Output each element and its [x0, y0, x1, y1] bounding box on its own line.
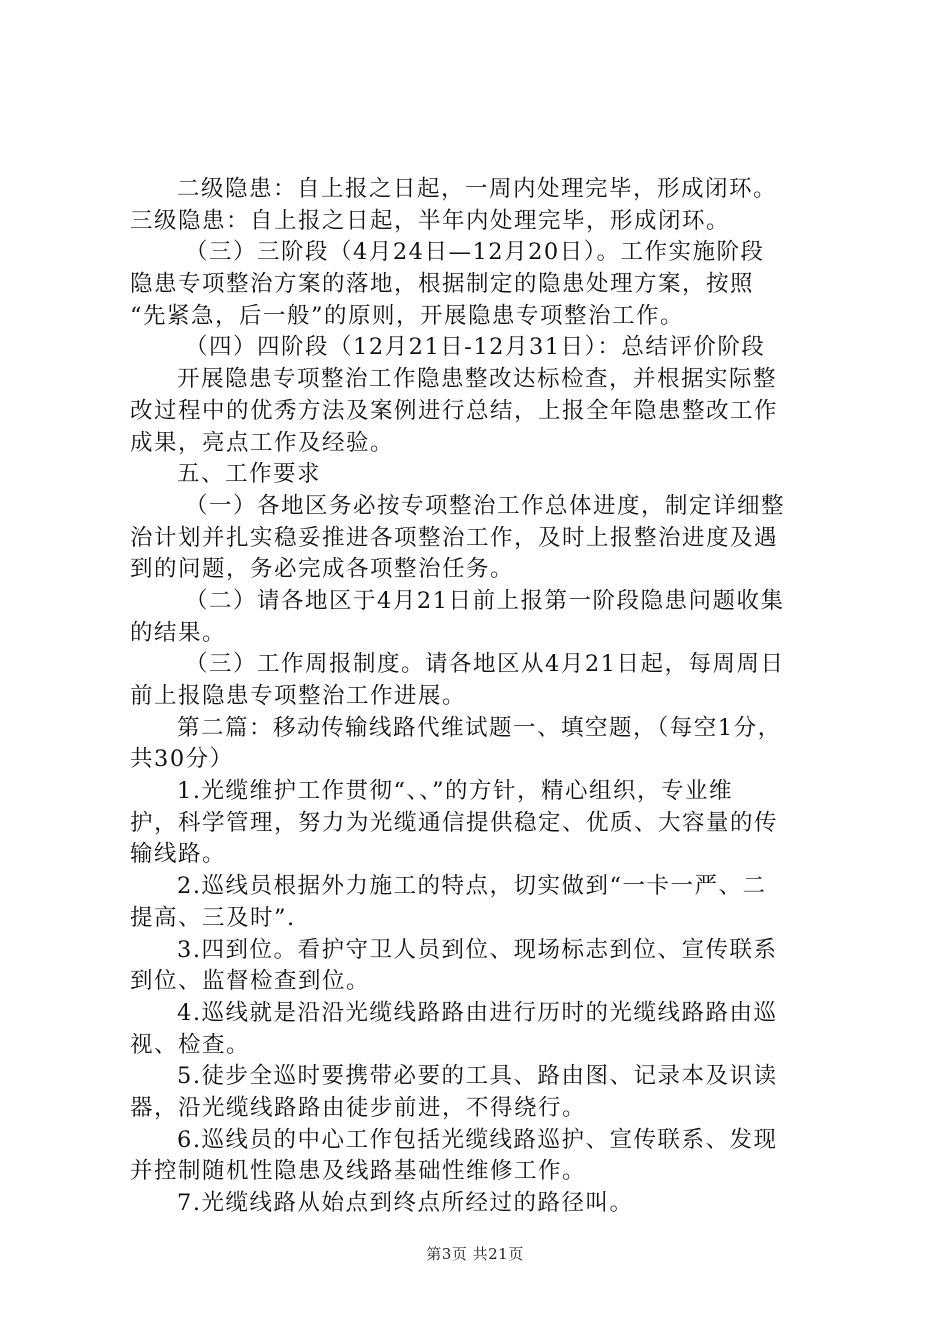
text-line: 前上报隐患专项整治工作进展。: [130, 683, 467, 709]
text-line: 第二篇：移动传输线路代维试题一、填空题，（每空1分，: [177, 714, 782, 741]
text-line: 到的问题，务必完成各项整治任务。: [130, 556, 515, 583]
text-line: 改过程中的优秀方法及案例进行总结，上报全年隐患整改工作: [130, 397, 779, 424]
text-line: “先紧急，后一般”的原则，开展隐患专项整治工作。: [130, 302, 685, 329]
text-line: 到位、监督检查到位。: [130, 968, 371, 995]
text-line: 2.巡线员根据外力施工的特点，切实做到“一卡一严、二: [177, 873, 767, 900]
text-line: 二级隐患：自上报之日起，一周内处理完毕，形成闭环。: [177, 176, 778, 202]
text-line: 提高、三及时”.: [130, 904, 296, 931]
text-line: 输线路。: [130, 841, 227, 868]
text-line: （一）各地区务必按专项整治工作总体进度，制定详细整: [185, 492, 786, 519]
text-line: 3.四到位。看护守卫人员到位、现场标志到位、宣传联系: [177, 936, 778, 963]
text-line: （三）三阶段（4月24日—12月20日）。工作实施阶段: [185, 239, 765, 266]
text-line: 6.巡线员的中心工作包括光缆线路巡护、宣传联系、发现: [177, 1126, 778, 1153]
text-line: 五、工作要求: [177, 461, 322, 488]
text-line: 1.光缆维护工作贯彻“、、”的方针，精心组织，专业维: [177, 778, 733, 805]
text-line: 器，沿光缆线路路由徒步前进，不得绕行。: [130, 1094, 587, 1121]
text-line: 4.巡线就是沿沿光缆线路路由进行历时的光缆线路路由巡: [177, 999, 778, 1026]
text-line: 并控制随机性隐患及线路基础性维修工作。: [130, 1158, 587, 1185]
text-line: 7.光缆线路从始点到终点所经过的路径叫。: [177, 1190, 634, 1216]
text-line: 视、检查。: [130, 1031, 251, 1058]
text-line: 开展隐患专项整治工作隐患整改达标检查，并根据实际整: [177, 366, 778, 393]
text-line: 5.徒步全巡时要携带必要的工具、路由图、记录本及识读: [177, 1063, 778, 1090]
text-line: 隐患专项整治方案的落地，根据制定的隐患处理方案，按照: [130, 271, 755, 298]
text-line: 成果，亮点工作及经验。: [130, 429, 395, 456]
text-line: 的结果。: [130, 619, 227, 646]
text-line: 三级隐患：自上报之日起，半年内处理完毕，形成闭环。: [130, 207, 731, 234]
text-line: （三）工作周报制度。请各地区从4月21日起，每周周日: [185, 651, 785, 678]
text-line: （四）四阶段（12月21日-12月31日）：总结评价阶段: [185, 334, 766, 361]
text-line: （二）请各地区于4月21日前上报第一阶段隐患问题收集: [185, 587, 785, 614]
page-footer: 第3页 共21页: [426, 1245, 524, 1263]
text-line: 护，科学管理，努力为光缆通信提供稳定、优质、大容量的传: [130, 809, 779, 836]
text-line: 共30分）: [130, 746, 234, 773]
text-line: 治计划并扎实稳妥推进各项整治工作，及时上报整治进度及遇: [130, 524, 779, 551]
document-body: [130, 174, 830, 1220]
